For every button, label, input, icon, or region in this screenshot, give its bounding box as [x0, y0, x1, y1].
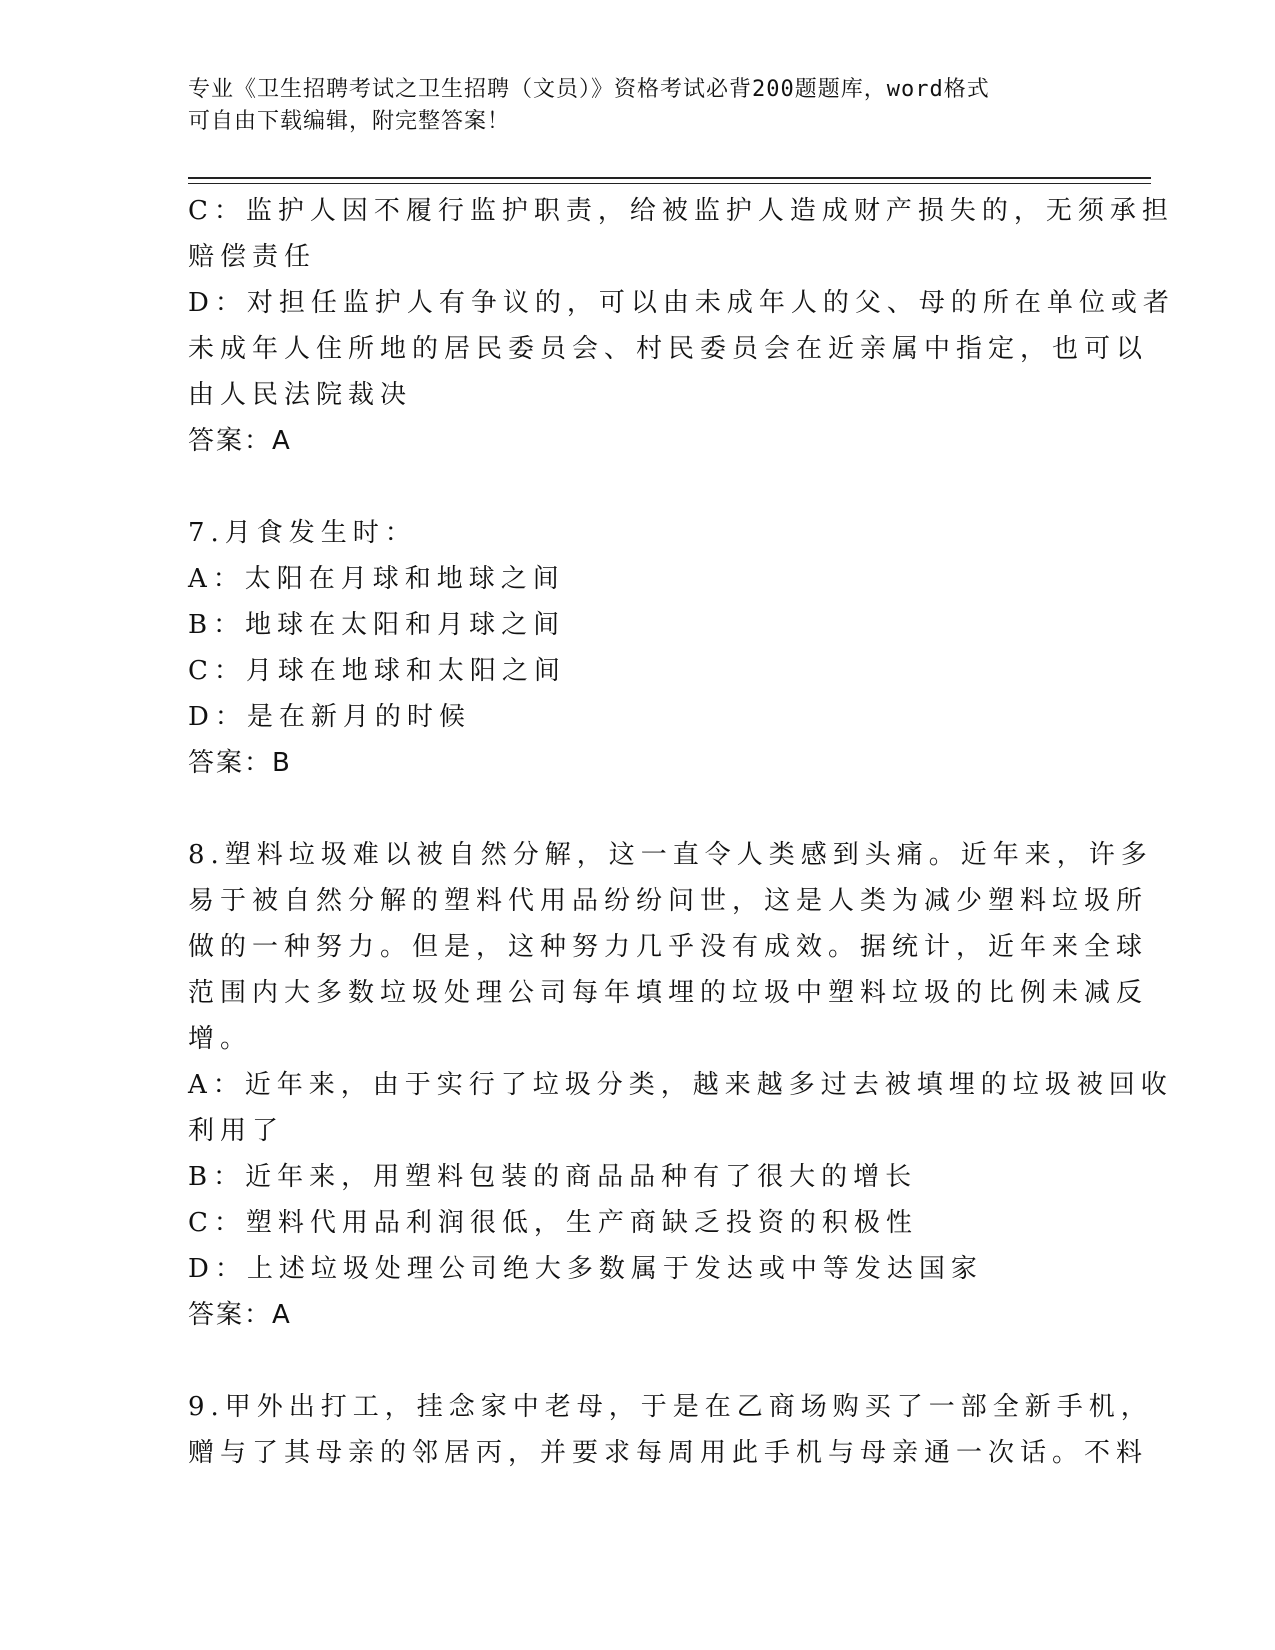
q6-answer: 答案：A	[188, 426, 292, 456]
q8-stem-line-2: 易于被自然分解的塑料代用品纷纷问世，这是人类为减少塑料垃圾所	[188, 886, 1149, 916]
spacer	[188, 786, 1068, 832]
q7-answer: 答案：B	[188, 748, 292, 778]
q7-option-d: D：是在新月的时候	[188, 702, 471, 732]
q8-option-c: C：塑料代用品利润很低，生产商缺乏投资的积极性	[188, 1208, 918, 1238]
q9-stem-line-2: 赠与了其母亲的邻居丙，并要求每周用此手机与母亲通一次话。不料	[188, 1438, 1149, 1468]
q8-option-b: B：近年来，用塑料包装的商品品种有了很大的增长	[188, 1162, 918, 1192]
q8-stem-line-5: 增。	[188, 1024, 253, 1054]
spacer	[188, 464, 1068, 510]
header-rule-thick	[188, 177, 1151, 179]
q8-stem-line-1: 8.塑料垃圾难以被自然分解，这一直令人类感到头痛。近年来，许多	[188, 840, 1153, 870]
q8-option-a-line-1: A：近年来，由于实行了垃圾分类，越来越多过去被填埋的垃圾被回收	[188, 1070, 1173, 1100]
header-line-2: 可自由下载编辑，附完整答案！	[188, 109, 511, 134]
q6-option-c-line-1: C：监护人因不履行监护职责，给被监护人造成财产损失的，无须承担	[188, 196, 1174, 226]
q7-stem: 7.月食发生时：	[188, 518, 417, 548]
document-body	[188, 188, 1175, 1476]
header-line-1: 专业《卫生招聘考试之卫生招聘（文员）》资格考试必背200题题库，word格式	[188, 77, 990, 102]
q7-option-c: C：月球在地球和太阳之间	[188, 656, 566, 686]
q6-option-d-line-2: 未成年人住所地的居民委员会、村民委员会在近亲属中指定，也可以	[188, 334, 1149, 364]
q8-option-a-line-2: 利用了	[188, 1116, 285, 1146]
q7-option-b: B：地球在太阳和月球之间	[188, 610, 566, 640]
q8-option-d: D：上述垃圾处理公司绝大多数属于发达或中等发达国家	[188, 1254, 983, 1284]
document-header	[188, 74, 1068, 138]
q9-stem-line-1: 9.甲外出打工，挂念家中老母，于是在乙商场购买了一部全新手机，	[188, 1392, 1153, 1422]
q6-option-d-line-3: 由人民法院裁决	[188, 380, 413, 410]
q6-option-c-line-2: 赔偿责任	[188, 242, 317, 272]
header-rule-thin	[188, 183, 1151, 184]
q8-stem-line-4: 范围内大多数垃圾处理公司每年填埋的垃圾中塑料垃圾的比例未减反	[188, 978, 1149, 1008]
spacer	[188, 1338, 1068, 1384]
q8-answer: 答案：A	[188, 1300, 292, 1330]
q7-option-a: A：太阳在月球和地球之间	[188, 564, 565, 594]
q6-option-d-line-1: D：对担任监护人有争议的，可以由未成年人的父、母的所在单位或者	[188, 288, 1175, 318]
q8-stem-line-3: 做的一种努力。但是，这种努力几乎没有成效。据统计，近年来全球	[188, 932, 1149, 962]
